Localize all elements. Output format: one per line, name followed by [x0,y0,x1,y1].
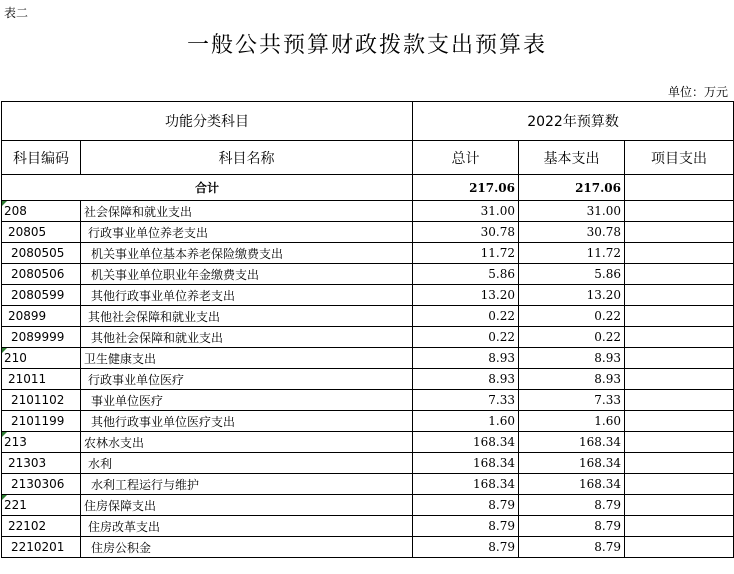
row-basic: 8.93 [519,348,625,369]
table-row [2,243,734,264]
row-project [625,264,734,285]
row-name: 行政事业单位医疗 [81,369,413,390]
row-total: 7.33 [413,390,519,411]
row-name: 住房保障支出 [81,495,413,516]
table-row [2,348,734,369]
budget-table [1,101,734,558]
row-basic: 8.79 [519,516,625,537]
table-row [2,516,734,537]
row-total: 8.93 [413,369,519,390]
row-code: 2101102 [2,390,81,411]
row-project [625,348,734,369]
row-basic: 13.20 [519,285,625,306]
row-name: 社会保障和就业支出 [81,201,413,222]
row-basic: 8.93 [519,369,625,390]
row-total: 168.34 [413,432,519,453]
row-project [625,222,734,243]
header-project: 项目支出 [625,141,734,175]
table-row [2,453,734,474]
row-code: 210 [2,348,81,369]
row-total: 0.22 [413,327,519,348]
row-basic: 1.60 [519,411,625,432]
table-row [2,201,734,222]
row-code: 2210201 [2,537,81,558]
row-basic: 168.34 [519,432,625,453]
table-row [2,537,734,558]
header-code: 科目编码 [2,141,81,175]
row-project [625,432,734,453]
table-row [2,327,734,348]
row-name: 水利 [81,453,413,474]
row-total: 11.72 [413,243,519,264]
row-basic: 168.34 [519,453,625,474]
row-basic: 8.79 [519,495,625,516]
row-project [625,285,734,306]
header-name: 科目名称 [81,141,413,175]
row-basic: 7.33 [519,390,625,411]
row-code: 2080599 [2,285,81,306]
header-budget-year: 2022年预算数 [413,102,734,141]
row-basic: 30.78 [519,222,625,243]
row-name: 其他社会保障和就业支出 [81,306,413,327]
row-project [625,411,734,432]
row-code: 208 [2,201,81,222]
row-total: 168.34 [413,474,519,495]
row-project [625,474,734,495]
total-label: 合计 [2,175,413,201]
row-project [625,201,734,222]
row-project [625,453,734,474]
page-title: 一般公共预算财政拨款支出预算表 [186,33,547,58]
table-row [2,432,734,453]
table-row [2,222,734,243]
total-total: 217.06 [413,175,519,201]
total-project [625,175,734,201]
row-total: 31.00 [413,201,519,222]
row-code: 2101199 [2,411,81,432]
row-code: 213 [2,432,81,453]
row-basic: 168.34 [519,474,625,495]
header-row-1 [2,102,734,141]
header-row-2 [2,141,734,175]
row-code: 221 [2,495,81,516]
row-name: 机关事业单位基本养老保险缴费支出 [81,243,413,264]
row-name: 卫生健康支出 [81,348,413,369]
row-total: 5.86 [413,264,519,285]
row-name: 其他行政事业单位医疗支出 [81,411,413,432]
row-basic: 11.72 [519,243,625,264]
table-row [2,411,734,432]
row-code: 2130306 [2,474,81,495]
row-name: 其他行政事业单位养老支出 [81,285,413,306]
row-code: 22102 [2,516,81,537]
row-total: 8.79 [413,495,519,516]
row-code: 20899 [2,306,81,327]
table-row [2,264,734,285]
row-project [625,516,734,537]
header-total: 总计 [413,141,519,175]
table-row [2,390,734,411]
row-total: 30.78 [413,222,519,243]
row-basic: 0.22 [519,306,625,327]
total-basic: 217.06 [519,175,625,201]
row-project [625,369,734,390]
row-code: 2080506 [2,264,81,285]
row-name: 其他社会保障和就业支出 [81,327,413,348]
row-project [625,537,734,558]
row-total: 8.79 [413,537,519,558]
row-total: 8.93 [413,348,519,369]
row-name: 农林水支出 [81,432,413,453]
row-total: 168.34 [413,453,519,474]
row-project [625,243,734,264]
row-code: 21011 [2,369,81,390]
row-name: 行政事业单位养老支出 [81,222,413,243]
row-name: 事业单位医疗 [81,390,413,411]
row-code: 20805 [2,222,81,243]
row-total: 13.20 [413,285,519,306]
row-project [625,306,734,327]
table-row [2,306,734,327]
row-basic: 8.79 [519,537,625,558]
table-row [2,369,734,390]
row-name: 住房公积金 [81,537,413,558]
header-func-category: 功能分类科目 [2,102,413,141]
row-total: 0.22 [413,306,519,327]
row-project [625,495,734,516]
table-number-label: 表二 [4,6,29,20]
table-row [2,474,734,495]
table-row [2,495,734,516]
row-name: 住房改革支出 [81,516,413,537]
row-code: 2089999 [2,327,81,348]
row-total: 8.79 [413,516,519,537]
table-row [2,285,734,306]
total-row [2,175,734,201]
row-total: 1.60 [413,411,519,432]
row-basic: 0.22 [519,327,625,348]
row-project [625,327,734,348]
header-basic: 基本支出 [519,141,625,175]
row-project [625,390,734,411]
unit-label: 单位：万元 [667,85,728,99]
row-name: 机关事业单位职业年金缴费支出 [81,264,413,285]
row-basic: 31.00 [519,201,625,222]
row-code: 2080505 [2,243,81,264]
row-code: 21303 [2,453,81,474]
row-name: 水利工程运行与维护 [81,474,413,495]
row-basic: 5.86 [519,264,625,285]
